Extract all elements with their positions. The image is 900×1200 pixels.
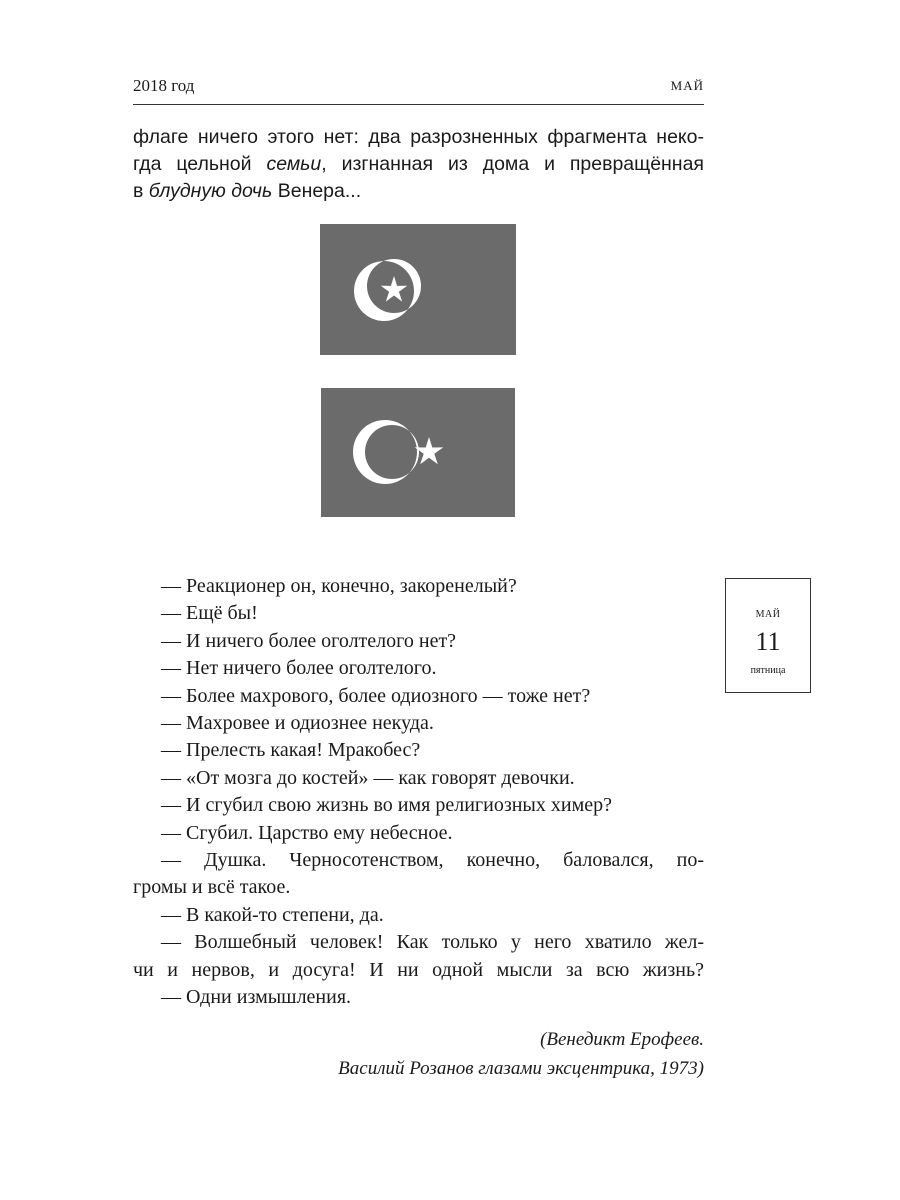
intro-paragraph [133,124,704,205]
dialogue-block [133,573,704,1012]
running-header [133,76,704,98]
flag-star-inside-crescent [320,224,516,355]
citation-author: (Венедикт Ерофеев. [540,1029,704,1050]
intro-text: , изгнанная из дома и превращённая [321,153,704,175]
header-divider [133,104,704,105]
dialogue-line: — Волшебный человек! Как только у него хватило жел- [161,931,704,954]
intro-text: гда цельной [133,153,267,175]
intro-text: Венера... [272,180,362,202]
intro-line-2 [133,151,704,178]
dialogue-line: — Махровее и одиознее некуда. [161,712,434,735]
calendar-weekday: пятница [750,665,786,676]
dialogue-line: — Нет ничего более оголтелого. [161,657,437,680]
dialogue-line: — Ещё бы! [161,602,258,625]
dialogue-line: — Сгубил. Царство ему небесное. [161,821,453,844]
calendar-day: 11 [755,627,781,656]
dialogue-line: — В какой-то степени, да. [161,903,384,926]
dialogue-line: — И сгубил свою жизнь во имя религиозных химер? [161,794,612,817]
dialogue-line: громы и всё такое. [133,876,291,899]
dialogue-line: — Более махрового, более одиозного — тоже нет? [161,684,591,707]
source-citation [133,1025,704,1083]
intro-emphasis: семьи [266,153,322,175]
header-year: 2018 год [133,76,195,95]
dialogue-line: — «От мозга до костей» — как говорят девочки. [161,766,575,789]
calendar-date-box [725,578,811,693]
dialogue-line: — Прелесть какая! Мракобес? [161,739,421,762]
intro-emphasis: блудную дочь [148,180,273,202]
dialogue-line: — Душка. Черносотенством, конечно, баловался, по- [161,849,704,872]
header-month: МАЙ [670,78,704,93]
intro-line-1: флаге ничего этого нет: два разрозненных фрагмента неко- [133,126,704,148]
dialogue-line: — Реакционер он, конечно, закоренелый? [161,575,517,597]
flag-star-beside-crescent [321,388,515,517]
intro-text: в [133,180,149,202]
dialogue-line: — И ничего более оголтелого нет? [161,629,457,652]
dialogue-line: — Одни измышления. [161,986,352,1009]
citation-title: Василий Розанов глазами эксцентрика, 1973) [338,1058,704,1079]
intro-line-3 [133,178,704,205]
dialogue-line: чи и нервов, и досуга! И ни одной мысли за всю жизнь? [133,958,704,981]
calendar-month: МАЙ [755,609,781,620]
